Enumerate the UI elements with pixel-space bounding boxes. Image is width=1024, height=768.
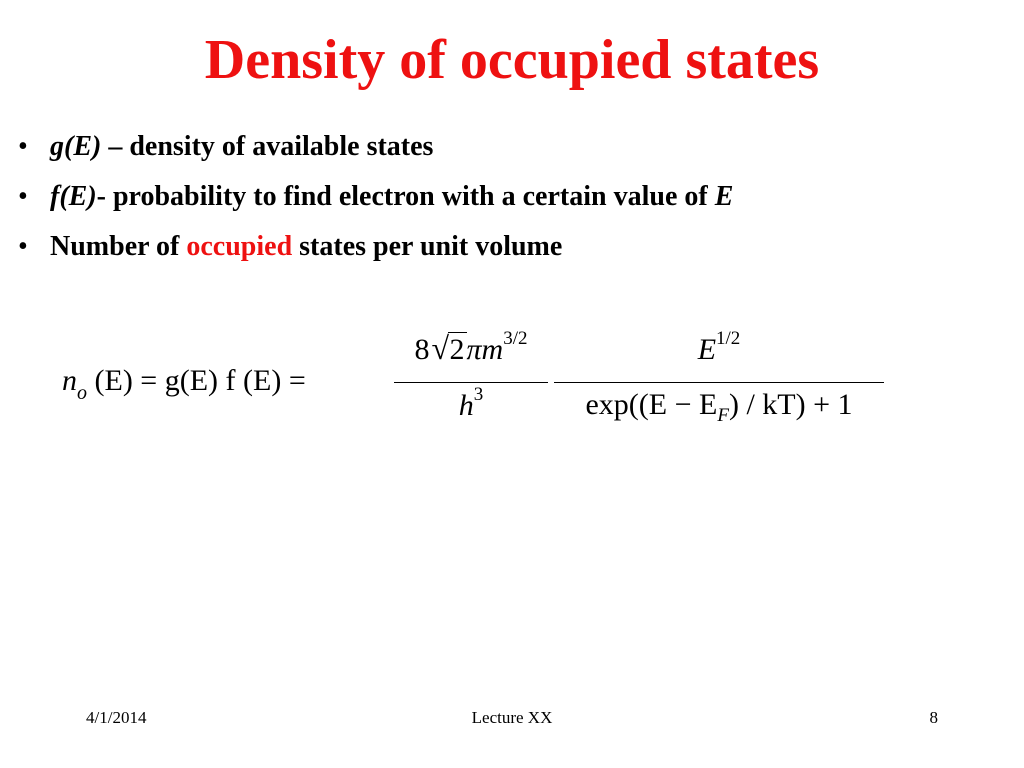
bullet-term-end: E xyxy=(714,181,734,212)
slide-title: Density of occupied states xyxy=(204,29,820,91)
equation-n: n xyxy=(62,364,77,397)
sqrt-radicand: 2 xyxy=(449,333,465,366)
bullet-item xyxy=(18,128,733,178)
num-E: E xyxy=(697,333,717,366)
bullet-dot: • xyxy=(18,231,28,262)
fraction-1-numerator xyxy=(394,328,548,367)
num-exponent-2: 1/2 xyxy=(716,328,741,349)
sqrt-symbol: √ 2 xyxy=(431,330,465,366)
bullet-term: g(E) xyxy=(50,131,102,162)
footer-date: 4/1/2014 xyxy=(86,708,147,727)
num-exponent: 3/2 xyxy=(503,328,528,349)
bullet-item xyxy=(18,178,733,228)
bullet-item xyxy=(18,228,733,278)
fraction-1-bar xyxy=(394,382,548,383)
bullet-dot: • xyxy=(18,131,28,162)
fraction-1-denominator xyxy=(394,384,548,423)
bullet-text: states per unit volume xyxy=(292,231,563,262)
fraction-2-denominator xyxy=(554,388,884,427)
fraction-2 xyxy=(554,330,884,440)
den-sub-F: F xyxy=(717,405,729,426)
fraction-2-bar xyxy=(554,382,884,383)
bullet-highlight: occupied xyxy=(186,231,293,262)
footer-page-number: 8 xyxy=(929,708,938,727)
bullet-text: - probability to find electron with a certain value of xyxy=(96,181,715,212)
equation xyxy=(62,330,892,440)
fraction-2-numerator xyxy=(554,328,884,367)
den-h: h xyxy=(458,389,474,422)
bullet-text: – density of available states xyxy=(101,131,434,162)
equation-lhs xyxy=(62,364,306,403)
equation-n-sub: o xyxy=(77,382,87,404)
den-exp-rest: ) / kT) + 1 xyxy=(728,388,853,421)
bullet-list xyxy=(18,128,733,278)
num-coefficient: 8 xyxy=(414,333,430,366)
bullet-term: f(E) xyxy=(50,181,97,212)
bullet-text: Number of xyxy=(50,231,187,262)
num-pi-m: πm xyxy=(466,333,504,366)
fraction-1 xyxy=(394,330,548,440)
den-exp-part: exp((E − E xyxy=(585,388,718,421)
footer-title: Lecture XX xyxy=(471,708,553,727)
equation-lhs-rest: (E) = g(E) f (E) = xyxy=(94,364,306,397)
bullet-dot: • xyxy=(18,181,28,212)
den-exponent: 3 xyxy=(473,384,484,405)
